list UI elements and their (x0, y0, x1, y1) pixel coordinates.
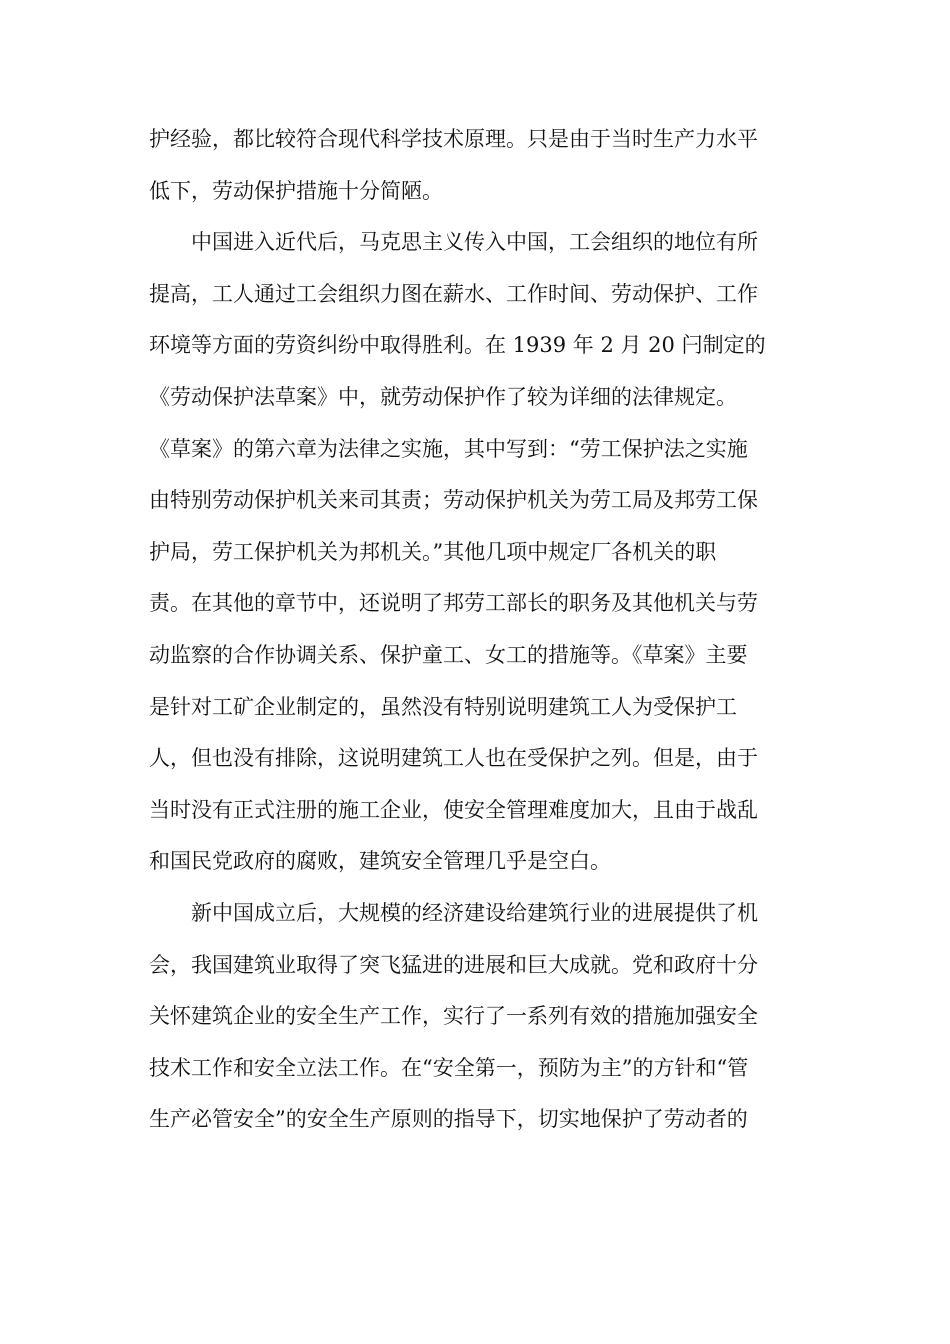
text-line: 由特别劳动保护机关来司其责；劳动保护机关为劳工局及邦劳工保 (149, 488, 758, 513)
body-text (149, 114, 809, 1146)
text-line: 关怀建筑企业的安全生产工作，实行了一系列有效的措施加强安全 (149, 1004, 758, 1029)
paragraph-start-line: 中国进入近代后，马克思主义传入中国，工会组织的地位有所 (191, 230, 758, 255)
text-line: 动监察的合作协调关系、保护童工、女工的措施等。《草案》主要 (149, 642, 748, 667)
text-line: 当时没有正式注册的施工企业，使安全管理难度加大，且由于战乱 (149, 797, 758, 822)
paragraph-start-line: 新中国成立后，大规模的经济建设给建筑行业的进展提供了机 (191, 900, 758, 925)
text-line: 提高，工人通过工会组织力图在薪水、工作时间、劳动保护、工作 (149, 281, 758, 306)
text-line: 会，我国建筑业取得了突飞猛进的进展和巨大成就。党和政府十分 (149, 952, 758, 977)
text-line: 和国民党政府的腐败，建筑安全管理几乎是空白。 (149, 849, 611, 874)
text-line: 护经验，都比较符合现代科学技术原理。只是由于当时生产力水平 (149, 127, 758, 151)
text-line: 技术工作和安全立法工作。在“安全第一，预防为主”的方针和“管 (149, 1055, 749, 1080)
text-line: 护局，劳工保护机关为邦机关。”其他几项中规定厂各机关的职 (149, 539, 717, 564)
text-line: 人，但也没有排除，这说明建筑工人也在受保护之列。但是，由于 (149, 746, 758, 771)
text-line: 《劳动保护法草案》中，就劳动保护作了较为详细的法律规定。 (149, 384, 737, 409)
text-line: 《草案》的第六章为法律之实施，其中写到：“劳工保护法之实施 (149, 436, 748, 461)
text-line: 生产必管安全”的安全生产原则的指导下，切实地保护了劳动者的 (149, 1107, 748, 1132)
text-line: 责。在其他的章节中，还说明了邦劳工部长的职务及其他机关与劳 (149, 591, 758, 616)
text-line: 低下，劳动保护措施十分简陋。 (149, 178, 443, 203)
text-line: 环境等方面的劳资纠纷中取得胜利。在 1939 年 2 月 20 闩制定的 (149, 333, 766, 358)
text-line: 是针对工矿企业制定的，虽然没有特别说明建筑工人为受保护工 (149, 694, 737, 719)
